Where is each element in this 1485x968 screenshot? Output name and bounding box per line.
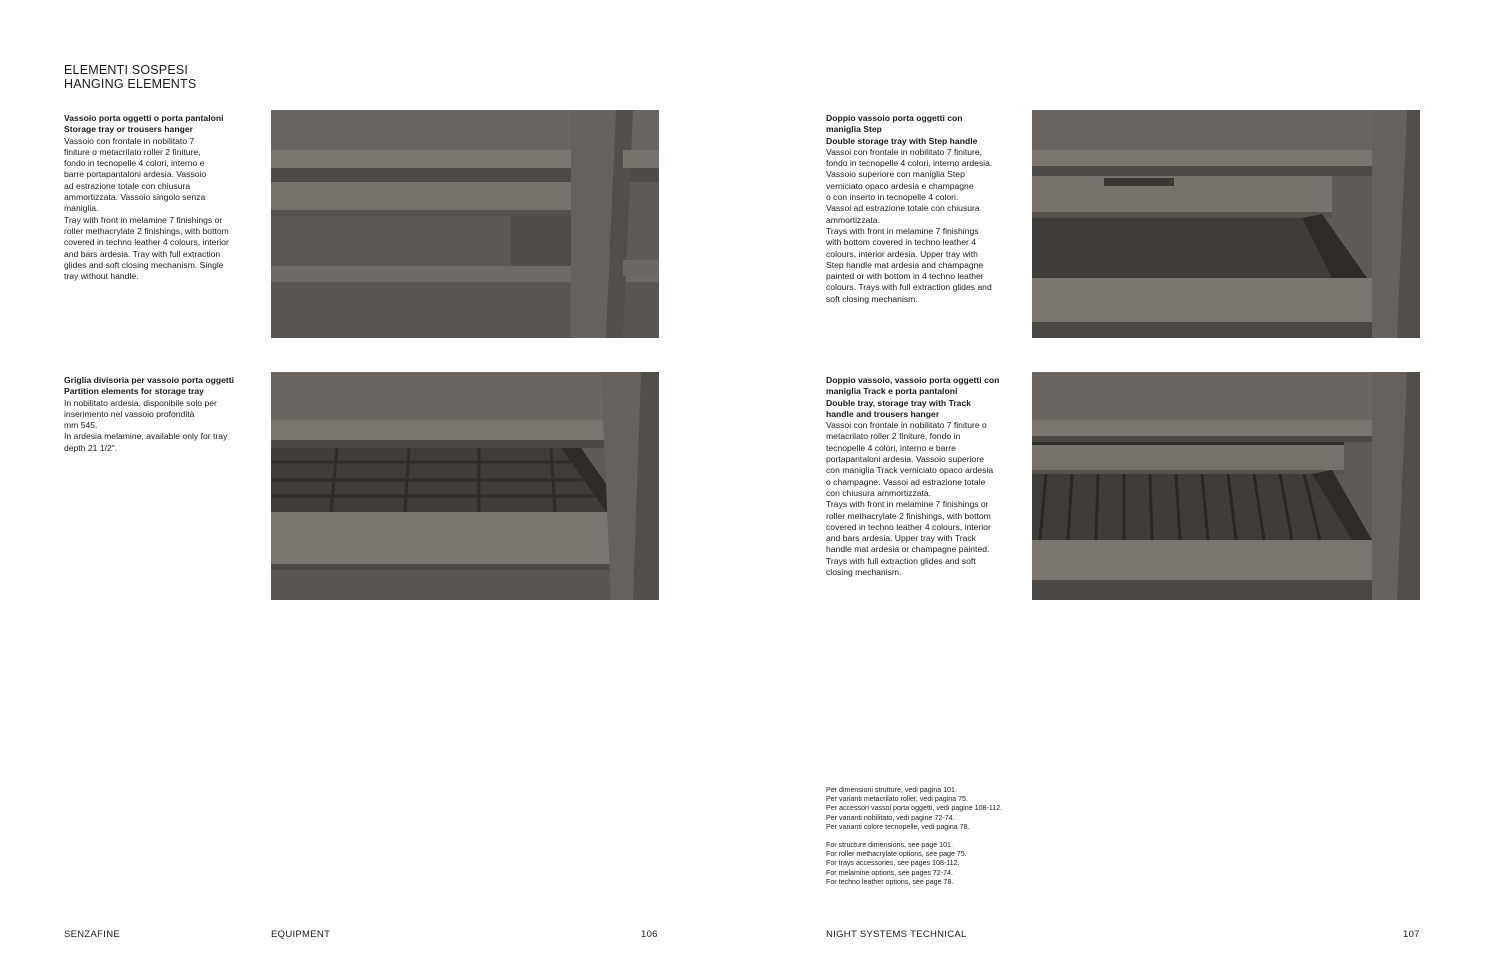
note-line: For structure dimensions, see page 101. [826, 841, 953, 850]
item-text-line: Tray with front in melamine 7 finishings or [64, 214, 223, 225]
item-text-line: roller methacrylate 2 finishings, with bottom [826, 510, 991, 521]
footer-left-section: EQUIPMENT [271, 929, 331, 940]
item-text-line: verniciato opaco ardesia e champagne [826, 180, 974, 191]
note-line: Per varianti nobilitato, vedi pagine 72-74. [826, 813, 955, 822]
item-text-line: Vassoi con frontale in nobilitato 7 finiture o [826, 420, 987, 431]
item-text-line: colours. Trays with full extraction glides and [826, 282, 992, 293]
item-text-line: Trays with full extraction glides and soft [826, 555, 976, 566]
item-text-line: Vassoio con frontale in nobilitato 7 [64, 135, 195, 146]
note-line: For techno leather options, see page 78. [826, 877, 954, 886]
item-text-line: Vassoi ad estrazione totale con chiusura [826, 203, 980, 214]
item-text-line: finiture o metacrilato roller 2 finiture, [64, 146, 201, 157]
item-title-line: Double storage tray with Step handle [826, 135, 978, 146]
item-text-line: metacrilato roller 2 finiture, fondo in [826, 431, 961, 442]
item-text-line: con maniglia Track verniciato opaco ardesia [826, 465, 994, 476]
item-title-line: Double tray, storage tray with Track [826, 397, 972, 408]
item-text-line: painted or with bottom in 4 techno leather [826, 271, 984, 282]
note-line: Per varianti colore tecnopelle, vedi pagina 78. [826, 822, 970, 831]
footer-left-page-number: 106 [641, 929, 658, 940]
item-text-line: glides and soft closing mechanism. Single [64, 259, 224, 270]
item-text-line: colours, interior ardesia. Upper tray with [826, 248, 978, 259]
item-text-line: and bars ardesia. Tray with full extraction [64, 248, 221, 259]
note-line: For trays accessories, see pages 108-112. [826, 859, 960, 868]
item-text-line: depth 21 1/2". [64, 442, 118, 453]
note-line: Per dimensioni strutture, vedi pagina 101. [826, 786, 957, 794]
item-text-line: maniglia. [64, 203, 99, 214]
item-title-line: Doppio vassoio porta oggetti con [826, 113, 963, 123]
item-text-line: con chiusura ammortizzata. [826, 487, 932, 498]
item-text-line: Vassoio superiore con maniglia Step [826, 169, 965, 180]
footer-brand: SENZAFINE [64, 929, 121, 940]
item-title-en: Storage tray or trousers hanger [64, 124, 193, 135]
item-text-line: o champagne. Vassoi ad estrazione totale [826, 476, 986, 487]
item-double-tray-track [826, 375, 1026, 578]
item-double-storage-tray [826, 113, 1021, 305]
item-storage-tray [64, 113, 254, 282]
item-text-line: mm 545. [64, 420, 98, 431]
item-text-line: ad estrazione totale con chiusura [64, 180, 191, 191]
item-text-line: Trays with front in melamine 7 finishings [826, 225, 979, 236]
item-title-line: handle and trousers hanger [826, 408, 940, 419]
item-title-line: maniglia Step [826, 124, 882, 135]
item-text-line: tray without handle. [64, 271, 139, 282]
note-line: For roller methacrylate options, see page 75. [826, 850, 967, 859]
item-title-line: Doppio vassoio, vassoio porta oggetti con [826, 375, 1000, 385]
partition-elements-photo [271, 372, 659, 600]
item-text-line: closing mechanism. [826, 567, 902, 578]
item-text-line: fondo in tecnopelle 4 colori, interno ardesia. [826, 158, 993, 169]
item-text-line: tecnopelle 4 colori, interno e barre [826, 442, 956, 453]
item-text-line: soft closing mechanism. [826, 293, 918, 304]
section-title-it: ELEMENTI SOSPESI [64, 63, 189, 77]
footer-right-page-number: 107 [1403, 929, 1420, 940]
item-text-line: Step handle mat ardesia and champagne [826, 259, 984, 270]
reference-notes [826, 786, 1046, 887]
item-text-line: with bottom covered in techno leather 4 [826, 237, 977, 248]
item-text-line: ammortizzata. [826, 214, 880, 225]
note-line: For melamine options, see pages 72-74. [826, 868, 953, 877]
item-title-it: Griglia divisoria per vassoio porta oggetti [64, 375, 235, 385]
item-text-line: portapantaloni ardesia. Vassoio superiore [826, 454, 984, 465]
item-text-line: o con inserto in tecnopelle 4 colori. [826, 192, 959, 203]
item-text-line: covered in techno leather 4 colours, interior [826, 521, 991, 532]
section-title [64, 63, 196, 91]
double-storage-tray-photo [1032, 110, 1420, 338]
item-text-line: handle mat ardesia or champagne painted. [826, 544, 990, 555]
item-title-en: Partition elements for storage tray [64, 386, 204, 397]
item-title-line: maniglia Track e porta pantaloni [826, 386, 958, 397]
item-title-it: Vassoio porta oggetti o porta pantaloni [64, 113, 224, 123]
item-text-line: In ardesia melamine, available only for tray [64, 431, 228, 442]
item-text-line: and bars ardesia. Upper tray with Track [826, 533, 976, 544]
note-line: Per varianti metacrilato roller, vedi pagina 75. [826, 795, 968, 804]
section-title-en: HANGING ELEMENTS [64, 77, 197, 91]
item-text-line: ammortizzata. Vassoio singolo senza [64, 192, 206, 203]
item-text-line: inserimento nel vassoio profondità [64, 408, 195, 419]
item-partition-elements [64, 375, 259, 454]
item-text-line: Trays with front in melamine 7 finishings or [826, 499, 989, 510]
footer-right-section: NIGHT SYSTEMS TECHNICAL [826, 929, 967, 940]
storage-tray-photo [271, 110, 659, 338]
item-text-line: barre portapantaloni ardesia. Vassoio [64, 169, 207, 180]
item-text-line: In nobilitato ardesia, disponibile solo per [64, 397, 217, 408]
double-tray-track-photo [1032, 372, 1420, 600]
item-text-line: fondo in tecnopelle 4 colori, interno e [64, 158, 205, 169]
item-text-line: roller methacrylate 2 finishings, with bottom [64, 225, 229, 236]
note-line: Per accessori vassoi porta oggetti, vedi pagine 108-112. [826, 804, 1003, 813]
item-text-line: covered in techno leather 4 colours, interior [64, 237, 229, 248]
item-text-line: Vassoi con frontale in nobilitato 7 finiture, [826, 146, 983, 157]
